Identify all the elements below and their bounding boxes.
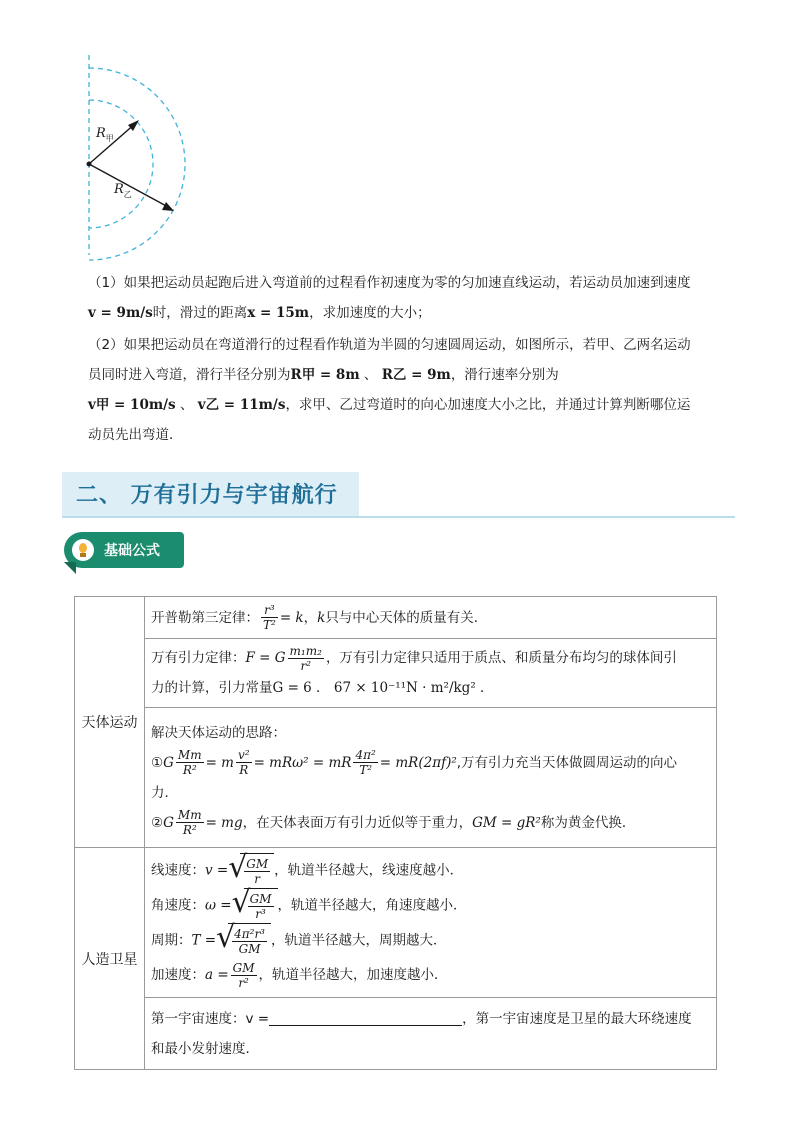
- solving-approach-cell: 解决天体运动的思路： ①G $\frac{Mm}{\text{R²}}$ = m $\frac{\text{v²}}{R}$ = mRω² = mR $\frac{\text{4π²}}{\text{T²}}$ = mR(2πf)²,万有引力充当天体做圆周运动的向心 力． ②G $\frac{Mm}{\text{R²}}$ = mg，在天体表面万有引力近似等于重力，GM = gR²称为黄金代换．: [145, 708, 717, 848]
- outer-curve-dashed-arc: [89, 68, 185, 260]
- inner-curve-dashed-arc: [89, 100, 153, 228]
- question-1-line-1: （1）如果把运动员起跑后进入弯道前的过程看作初速度为零的匀加速直线运动，若运动员加速到速度: [88, 275, 691, 291]
- basic-formula-tag: [64, 532, 184, 568]
- table-row: [75, 998, 717, 1070]
- category-artificial-satellite: 人造卫星: [75, 848, 145, 1070]
- r-yi-arrowhead: [162, 202, 174, 211]
- answer-blank[interactable]: [269, 1012, 462, 1026]
- tag-fold: [64, 562, 76, 574]
- q1-distance: x = 15m: [247, 305, 310, 321]
- r-yi-label: $R_乙$: [114, 182, 132, 199]
- table-row: [75, 597, 717, 639]
- table-row: [75, 848, 717, 998]
- q2-v-yi: v乙 = 11m/s: [197, 397, 286, 413]
- section-title: 二、 万有引力与宇宙航行: [76, 483, 338, 508]
- table-row: [75, 708, 717, 848]
- gravitational-constant: G = 6 ． 67 × 10⁻¹¹N · m²/kg²: [272, 680, 476, 696]
- first-cosmic-velocity-cell: 第一宇宙速度：v = ，第一宇宙速度是卫星的最大环绕速度 和最小发射速度．: [145, 998, 717, 1070]
- section-header-rule: [62, 516, 735, 518]
- question-2-line-3: v甲 = 10m/s 、 v乙 = 11m/s，求甲、乙过弯道时的向心加速度大小之比，并通过计算判断哪位运: [88, 397, 691, 413]
- r-yi-arrow: [89, 164, 170, 208]
- question-2: [88, 330, 728, 450]
- question-2-line-1: （2）如果把运动员在弯道滑行的过程看作轨道为半圆的匀速圆周运动，如图所示，若甲、乙两名运动: [88, 337, 691, 353]
- q2-r-yi: R乙 = 9m: [381, 367, 451, 383]
- question-2-line-2: 员同时进入弯道，滑行半径分别为R甲 = 8m 、 R乙 = 9m，滑行速率分别为: [88, 367, 559, 383]
- question-1-line-2: v = 9m/s时，滑过的距离x = 15m，求加速度的大小；: [88, 305, 431, 321]
- universal-gravitation-cell: 万有引力定律：F = G $\frac{\text{m₁m₂}}{\text{r²}}$ ，万有引力定律只适用于质点、和质量分布均匀的球体间引 力的计算，引力常量G = 6 ． 67 × 10⁻¹¹N · m²/kg² ．: [145, 639, 717, 708]
- tag-label: 基础公式: [104, 543, 160, 559]
- category-celestial-motion: 天体运动: [75, 597, 145, 848]
- kepler-third-law-cell: 开普勒第三定律： $\frac{\text{r³}}{\text{T²}}$ = k，k只与中心天体的质量有关．: [145, 597, 717, 639]
- formula-table: [74, 596, 717, 1070]
- lightbulb-icon: [72, 539, 94, 561]
- question-1: [88, 268, 728, 328]
- q2-v-jia: v甲 = 10m/s: [88, 397, 176, 413]
- r-jia-label: $R_甲$: [96, 126, 114, 143]
- q2-r-jia: R甲 = 8m: [290, 367, 360, 383]
- question-2-line-4: 动员先出弯道．: [88, 427, 183, 443]
- satellite-formulas-cell: 线速度：v = √ $\frac{GM}{r}$ ，轨道半径越大，线速度越小． 角速度：ω = √ $\frac{GM}{\text{r³}}$ ，轨道半径越大，角速度越小． 周期：T = √ $\frac{\text{4π²r³}}{GM}$ ，轨道半径越大，周期越大． 加速度：a = $\frac{GM}{\text{r²}}$ ，轨道半径越大，加速度越小．: [145, 848, 717, 998]
- speed-skating-curve-diagram: [60, 55, 200, 265]
- section-header: [62, 472, 735, 520]
- kepler-fraction: $\frac{\text{r³}}{\text{T²}}$: [263, 603, 276, 632]
- table-row: [75, 639, 717, 708]
- q1-velocity: v = 9m/s: [88, 305, 153, 321]
